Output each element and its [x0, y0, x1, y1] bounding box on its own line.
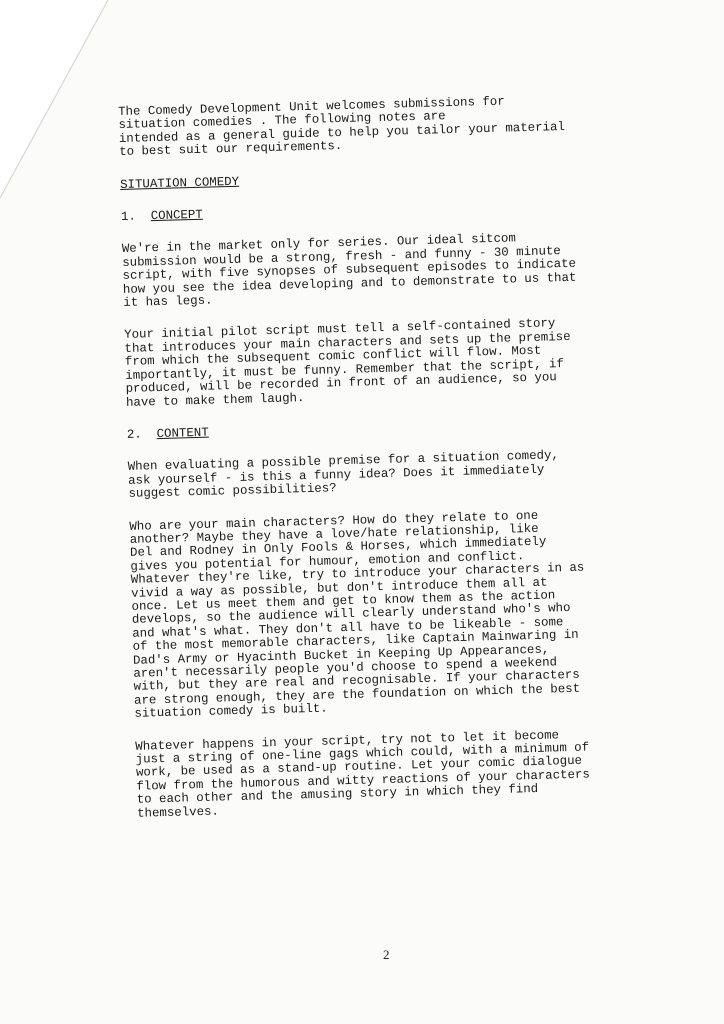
page-corner-fold — [0, 0, 110, 200]
content-paragraph: Who are your main characters? How do they relate to one another? Maybe they have a love/hate relationship, like Del and Rodney in Only Fools & Horses, which immediately gives you potential for humour, emotion and conflict. Whatever they're like, try to introduce your characters in as vivid a way as possible, but don't introduce them all at once. Let us meet them and get to know them as the action develops, so the audience will clearly understand who's who and what's what. They don't all have to be likeable - some of the most memorable characters, like Captain Mainwaring in Dad's Army or Hyacinth Bucket in Keeping Up Appearances, aren't necessarily people you'd choose to spend a weekend with, but they are real and recognisable. If your characters are strong enough, they are the foundation on which the best situation comedy is built. — [129, 508, 585, 721]
section-title-text: SITUATION COMEDY — [119, 174, 240, 192]
section-heading-content — [127, 414, 687, 443]
section-title-concept: CONCEPT — [150, 207, 203, 224]
concept-paragraph: Your initial pilot script must tell a self-contained story that introduces your main characters and sets up the premise from which the subsequent comic conflict will flow. Most importantly, it must be funny. Remember that the script, if produced, will be recorded in front of an audience, so you have to make them laugh. — [124, 316, 571, 410]
page-number: 2 — [383, 947, 390, 962]
section-heading-concept — [121, 196, 681, 225]
section-number: 1. — [120, 209, 137, 224]
section-number: 2. — [126, 427, 142, 442]
concept-paragraph: We're in the market only for series. Our ideal sitcom submission would be a strong, fresh - and funny - 30 minute script, with five synopses of subsequent episodes to indicate how you see the idea developing and to demonstrate to us that it has legs. — [121, 231, 577, 310]
section-title-content: CONTENT — [156, 425, 209, 441]
content-paragraph: Whatever happens in your script, try not to let it become just a string of one-line gags which could, with a minimum of work, be used as a stand-up routine. Let your comic dialogue flow from the humorous and witty reactions of your characters to each other and the amusing story in which they find themselves. — [135, 727, 591, 821]
section-title — [120, 163, 680, 192]
document-body — [118, 91, 698, 840]
intro-paragraph: The Comedy Development Unit welcomes submissions for situation comedies . The following notes are intended as a general guide to help you tailor your material to best suit our requirements. — [117, 94, 566, 160]
content-paragraph: When evaluating a possible premise for a situation comedy, ask yourself - is this a funny idea? Does it immediately suggest comic possibilities? — [127, 448, 560, 501]
